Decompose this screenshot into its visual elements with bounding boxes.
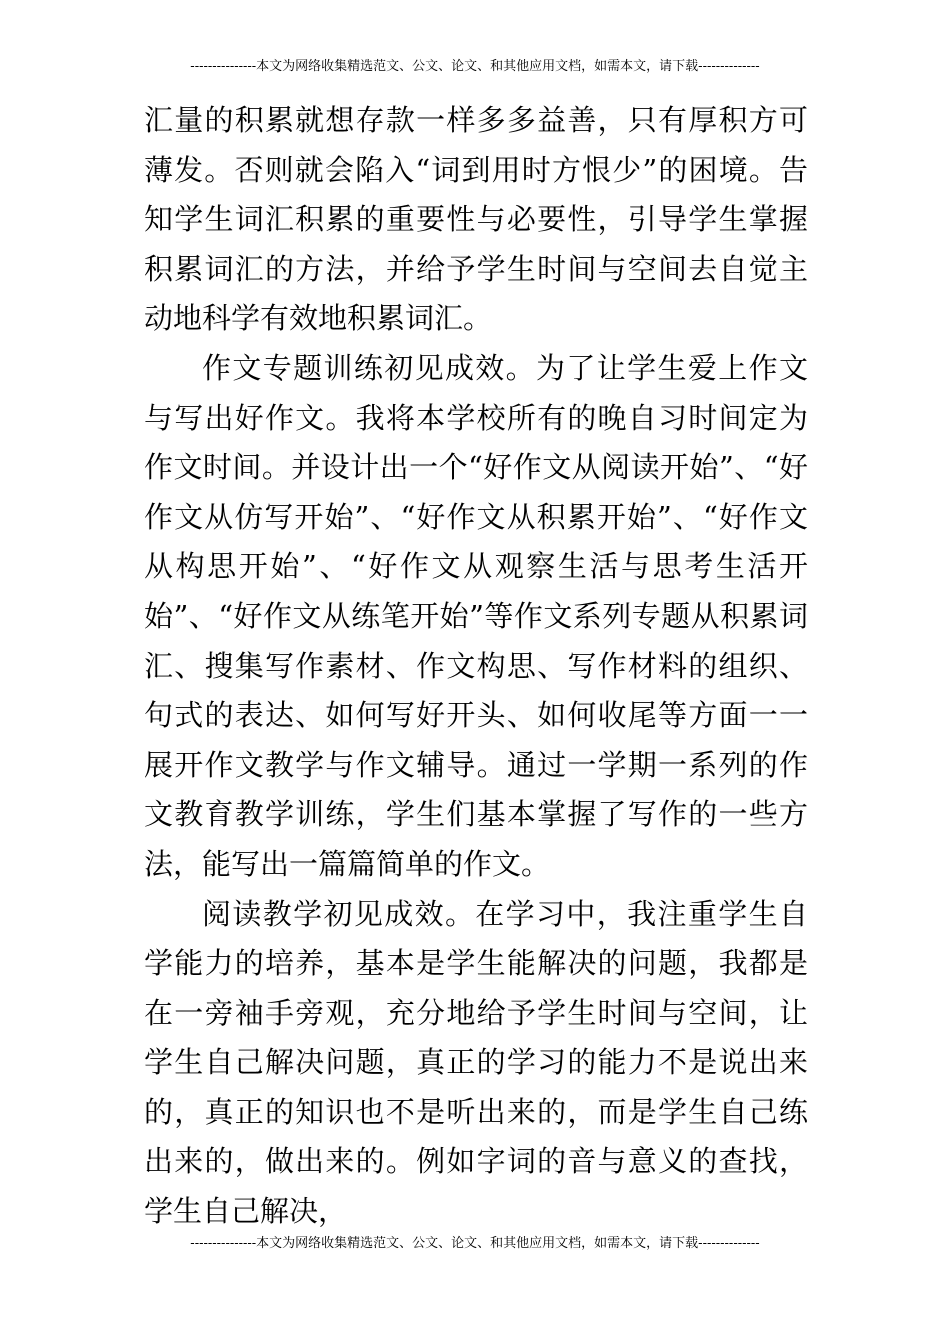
paragraph-vocabulary: 汇量的积累就想存款一样多多益善，只有厚积方可薄发。否则就会陷入“词到用时方恨少”的困境。告知学生词汇积累的重要性与必要性，引导学生掌握积累词汇的方法，并给予学生时间与空间去自觉主动地科学有效地积累词汇。 bbox=[144, 103, 808, 336]
paragraph-reading: 阅读教学初见成效。在学习中，我注重学生自学能力的培养，基本是学生能解决的问题，我都是在一旁袖手旁观，充分地给予学生时间与空间，让学生自己解决问题，真正的学习的能力不是说出来的，真正的知识也不是听出来的，而是学生自己练出来的，做出来的。例如字词的音与意义的查找，学生自己解决， bbox=[144, 896, 808, 1229]
page-footer: ---------------本文为网络收集精选范文、公文、论文、和其他应用文档，如需本文，请下载-------------- bbox=[190, 1236, 760, 1251]
document-body bbox=[144, 96, 808, 1237]
page-header: ---------------本文为网络收集精选范文、公文、论文、和其他应用文档，如需本文，请下载-------------- bbox=[190, 59, 760, 74]
paragraph-composition: 作文专题训练初见成效。为了让学生爱上作文与写出好作文。我将本学校所有的晚自习时间定为作文时间。并设计出一个“好作文从阅读开始”、“好作文从仿写开始”、“好作文从积累开始”、“好作文从构思开始”、“好作文从观察生活与思考生活开始”、“好作文从练笔开始”等作文系列专题从积累词汇、搜集写作素材、作文构思、写作材料的组织、句式的表达、如何写好开头、如何收尾等方面一一展开作文教学与作文辅导。通过一学期一系列的作文教育教学训练，学生们基本掌握了写作的一些方法，能写出一篇篇简单的作文。 bbox=[144, 350, 808, 881]
